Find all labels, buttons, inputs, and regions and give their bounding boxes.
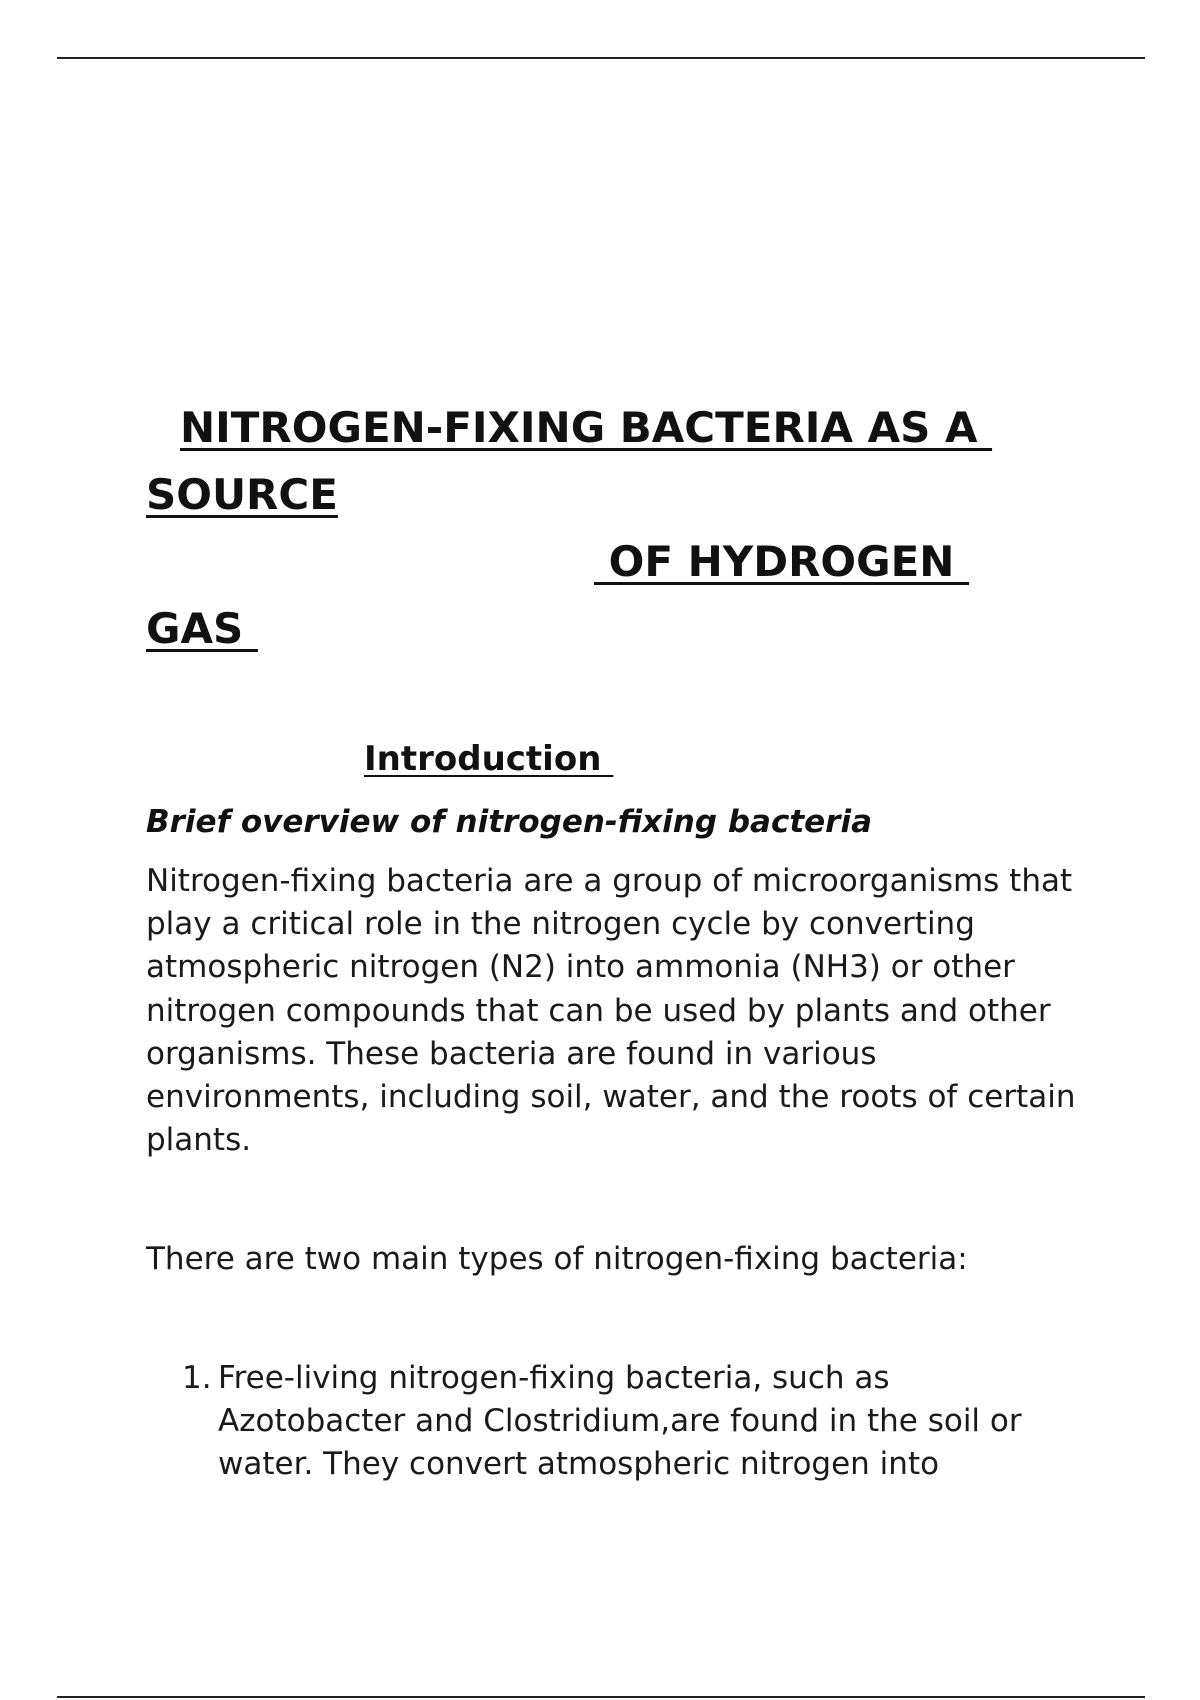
title-line-3: OF HYDROGEN bbox=[594, 537, 970, 586]
paragraph-types-intro: There are two main types of nitrogen-fixing bacteria: bbox=[146, 1241, 968, 1277]
subheading-overview: Brief overview of nitrogen-fixing bacteria bbox=[146, 804, 873, 840]
page-top-rule bbox=[57, 57, 1145, 59]
section-heading-introduction: Introduction bbox=[364, 739, 614, 779]
title-line-2: SOURCE bbox=[146, 470, 338, 519]
page-bottom-rule bbox=[57, 1696, 1145, 1698]
list-item-text: Free-living nitrogen-fixing bacteria, such as Azotobacter and Clostridium,are found in the soil or water. They convert atmospheric nitrogen into bbox=[218, 1360, 1022, 1483]
list-item-number: 1. bbox=[182, 1360, 212, 1396]
title-line-1: NITROGEN-FIXING BACTERIA AS A bbox=[180, 403, 993, 452]
bacteria-types-list bbox=[146, 1357, 1086, 1487]
list-item bbox=[146, 1357, 1086, 1487]
document-title bbox=[146, 394, 1086, 662]
title-line-4: GAS bbox=[146, 604, 258, 653]
paragraph-overview: Nitrogen-fixing bacteria are a group of microorganisms that play a critical role in the nitrogen cycle by converting atmospheric nitrogen (N2) into ammonia (NH3) or other nitrogen compounds that can be used by plants and other organisms. These bacteria are found in various environments, including soil, water, and the roots of certain plants. bbox=[146, 863, 1076, 1159]
